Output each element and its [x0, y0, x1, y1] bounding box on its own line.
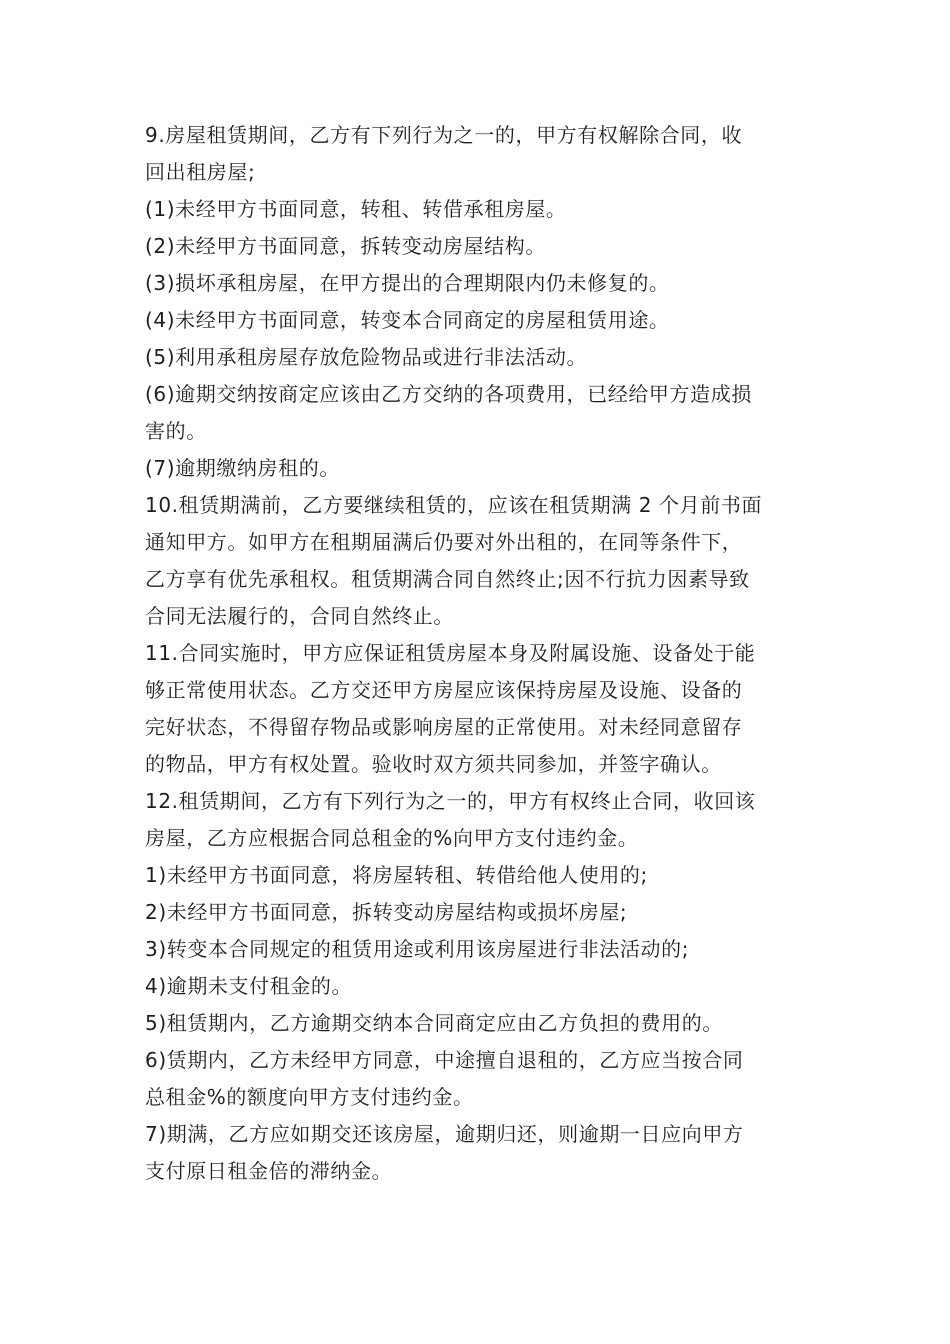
paragraph-line: 10.租赁期满前，乙方要继续租赁的，应该在租赁期满 2 个月前书面	[145, 493, 763, 517]
paragraph-line: 5)租赁期内，乙方逾期交纳本合同商定应由乙方负担的费用的。	[145, 1011, 723, 1035]
document-paragraph	[145, 1042, 815, 1116]
paragraph-line: 9.房屋租赁期间，乙方有下列行为之一的，甲方有权解除合同，收	[145, 123, 743, 147]
paragraph-line: 完好状态，不得留存物品或影响房屋的正常使用。对未经同意留存	[145, 715, 743, 739]
paragraph-line: (3)损坏承租房屋，在甲方提出的合理期限内仍未修复的。	[145, 271, 670, 295]
document-paragraph	[145, 450, 815, 487]
document-paragraph	[145, 487, 815, 635]
paragraph-line: 1)未经甲方书面同意，将房屋转租、转借给他人使用的;	[145, 863, 648, 887]
paragraph-line: 回出租房屋;	[145, 160, 256, 184]
paragraph-line: 11.合同实施时，甲方应保证租赁房屋本身及附属设施、设备处于能	[145, 641, 756, 665]
document-paragraph	[145, 783, 815, 857]
paragraph-line: 害的。	[145, 419, 207, 443]
paragraph-line: 7)期满，乙方应如期交还该房屋，逾期归还，则逾期一日应向甲方	[145, 1122, 744, 1146]
document-paragraph	[145, 968, 815, 1005]
document-paragraph	[145, 265, 815, 302]
document-paragraph	[145, 931, 815, 968]
paragraph-line: (4)未经甲方书面同意，转变本合同商定的房屋租赁用途。	[145, 308, 670, 332]
document-paragraph	[145, 302, 815, 339]
document-paragraph	[145, 228, 815, 265]
paragraph-line: 12.租赁期间，乙方有下列行为之一的，甲方有权终止合同，收回该	[145, 789, 756, 813]
document-paragraph	[145, 857, 815, 894]
paragraph-line: (7)逾期缴纳房租的。	[145, 456, 340, 480]
paragraph-line: (1)未经甲方书面同意，转租、转借承租房屋。	[145, 197, 567, 221]
paragraph-line: 4)逾期未支付租金的。	[145, 974, 353, 998]
document-paragraph	[145, 191, 815, 228]
document-paragraph	[145, 117, 815, 191]
paragraph-line: (2)未经甲方书面同意，拆转变动房屋结构。	[145, 234, 546, 258]
paragraph-line: 合同无法履行的，合同自然终止。	[145, 604, 454, 628]
document-paragraph	[145, 894, 815, 931]
document-body	[145, 117, 815, 1190]
paragraph-line: 通知甲方。如甲方在租期届满后仍要对外出租的，在同等条件下，	[145, 530, 743, 554]
paragraph-line: 6)赁期内，乙方未经甲方同意，中途擅自退租的，乙方应当按合同	[145, 1048, 744, 1072]
paragraph-line: (6)逾期交纳按商定应该由乙方交纳的各项费用，已经给甲方造成损	[145, 382, 752, 406]
document-paragraph	[145, 376, 815, 450]
paragraph-line: 支付原日租金倍的滞纳金。	[145, 1159, 393, 1183]
document-paragraph	[145, 635, 815, 783]
paragraph-line: 的物品，甲方有权处置。验收时双方须共同参加，并签字确认。	[145, 752, 722, 776]
paragraph-line: 3)转变本合同规定的租赁用途或利用该房屋进行非法活动的;	[145, 937, 690, 961]
paragraph-line: 够正常使用状态。乙方交还甲方房屋应该保持房屋及设施、设备的	[145, 678, 743, 702]
paragraph-line: 2)未经甲方书面同意，拆转变动房屋结构或损坏房屋;	[145, 900, 628, 924]
document-paragraph	[145, 1116, 815, 1190]
paragraph-line: 房屋，乙方应根据合同总租金的%向甲方支付违约金。	[145, 826, 639, 850]
paragraph-line: 乙方享有优先承租权。租赁期满合同自然终止;因不行抗力因素导致	[145, 567, 750, 591]
document-paragraph	[145, 339, 815, 376]
paragraph-line: 总租金%的额度向甲方支付违约金。	[145, 1085, 474, 1109]
paragraph-line: (5)利用承租房屋存放危险物品或进行非法活动。	[145, 345, 588, 369]
document-paragraph	[145, 1005, 815, 1042]
